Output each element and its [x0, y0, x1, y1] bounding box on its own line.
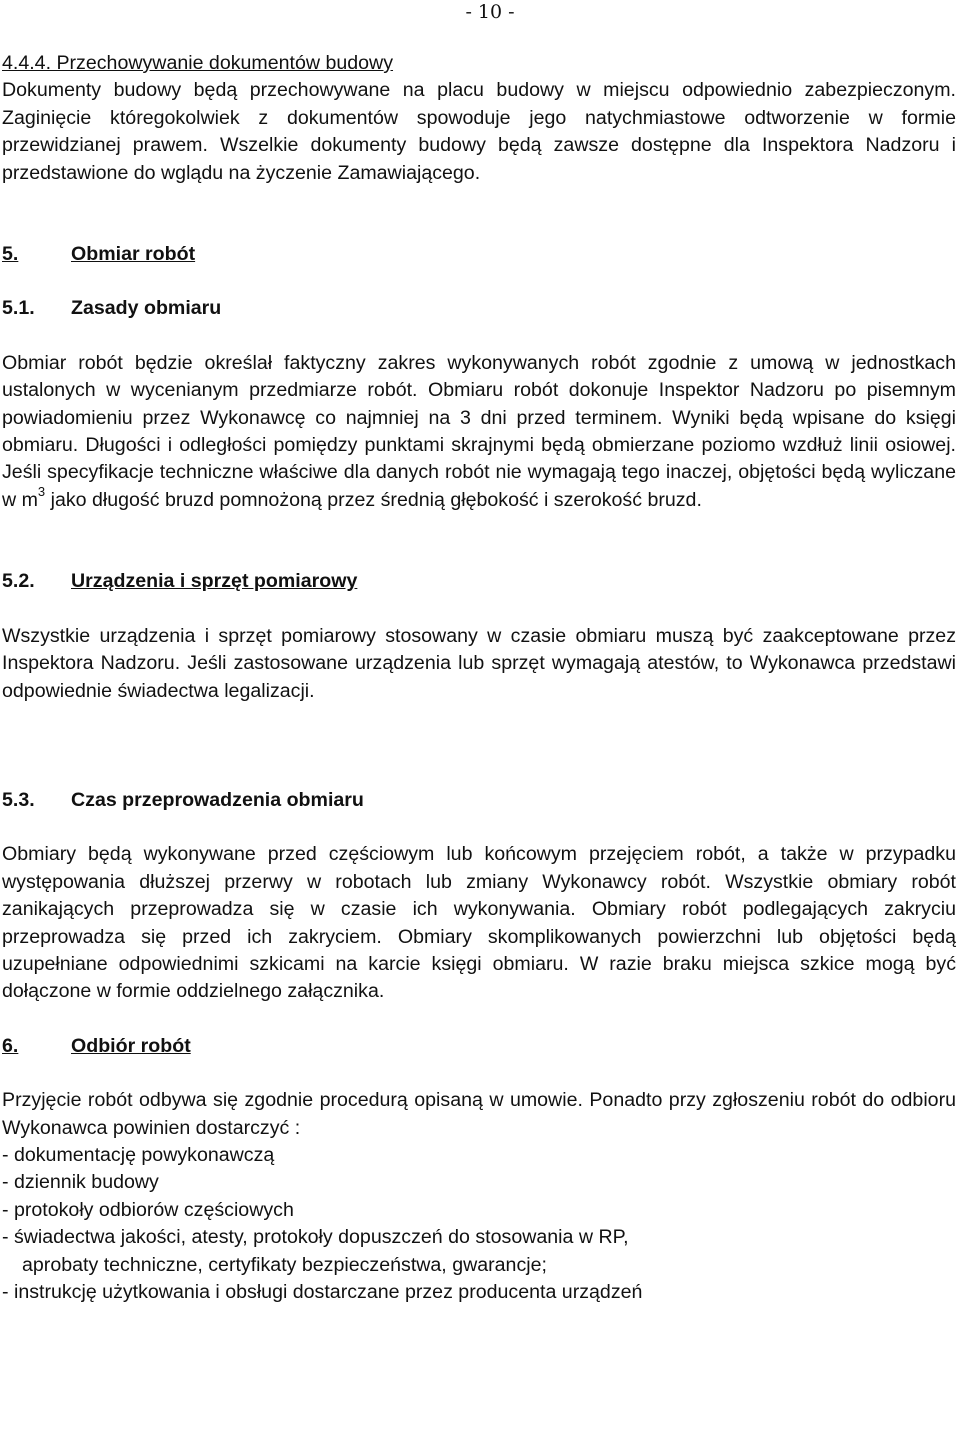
section-5-2-title: Urządzenia i sprzęt pomiarowy [71, 570, 358, 593]
section-6-heading [2, 1033, 956, 1060]
delivery-documents-list [2, 1142, 956, 1306]
cubic-superscript: 3 [37, 484, 46, 500]
section-6-number: 6. [2, 1034, 19, 1057]
list-item: - dziennik budowy [2, 1171, 159, 1194]
section-5-3-text: Obmiary będą wykonywane przed częściowym lub końcowym przejęciem robót, a także w przypadku występowania dłuższej przerwy w robotach lub zmiany Wykonawcy robót. Wszystkie obmiary robót zanikających przeprowadza się w czasie ich wykonywania. Obmiary robót podlegających zakryciu przeprowadza się przed ich zakryciem. Obmiary skomplikowanych powierzchni lub objętości będą uzupełniane odpowiednimi szkicami na karcie księgi obmiaru. W razie braku miejsca szkice mogą być dołączone w formie oddzielnego załącznika. [2, 843, 956, 1003]
section-5-title: Obmiar robót [71, 243, 196, 266]
section-5-1-title: Zasady obmiaru [71, 297, 222, 320]
section-5-3-title: Czas przeprowadzenia obmiaru [71, 788, 364, 811]
list-item: - dokumentację powykonawczą [2, 1143, 275, 1166]
section-5-1-text-b: jako długość bruzd pomnożoną przez średnią głębokość i szerokość bruzd. [45, 488, 702, 511]
section-5-3-heading [2, 787, 956, 814]
page-number: - 10 - [465, 1, 515, 23]
section-5-2-text: Wszystkie urządzenia i sprzęt pomiarowy stosowany w czasie obmiaru muszą być zaakceptowane przez Inspektora Nadzoru. Jeśli zastosowane urządzenia lub sprzęt wymagają atestów, to Wykonawca przedstawi odpowiednie świadectwa legalizacji. [2, 624, 956, 702]
list-item: - świadectwa jakości, atesty, protokoły dopuszczeń do stosowania w RP, [2, 1226, 629, 1249]
section-5-1-text [2, 350, 956, 514]
section-5-3-number: 5.3. [2, 788, 35, 811]
section-4-4-4-title: 4.4.4. Przechowywanie dokumentów budowy [2, 52, 394, 74]
section-5-1-number: 5.1. [2, 297, 35, 320]
list-item: - protokoły odbiorów częściowych [2, 1198, 294, 1221]
section-4-4-4-text: Dokumenty budowy będą przechowywane na placu budowy w miejscu odpowiednio zabezpieczonym. Zaginięcie któregokolwiek z dokumentów spowoduje jego natychmiastowe odtworzenie w formie przewidzianej prawem. Wszelkie dokumenty budowy będą zawsze dostępne dla Inspektora Nadzoru i przedstawione do wglądu na życzenie Zamawiającego. [2, 79, 956, 184]
section-6-title: Odbiór robót [71, 1034, 191, 1057]
section-5-2-heading [2, 568, 956, 595]
section-6-text: Przyjęcie robót odbywa się zgodnie procedurą opisaną w umowie. Ponadto przy zgłoszeniu robót do odbioru Wykonawca powinien dostarczyć : [2, 1089, 956, 1139]
document-body [2, 50, 956, 1306]
section-5-number: 5. [2, 243, 19, 266]
list-item: - instrukcję użytkowania i obsługi dostarczane przez producenta urządzeń [2, 1281, 643, 1303]
list-item: aprobaty techniczne, certyfikaty bezpieczeństwa, gwarancje; [22, 1253, 547, 1276]
section-5-1-text-a: Obmiar robót będzie określał faktyczny zakres wykonywanych robót zgodnie z umową w jednostkach ustalonych w wycenianym przedmiarze robót. Obmiaru robót dokonuje Inspektor Nadzoru po pisemnym powiadomieniu przez Wykonawcę co najmniej na 3 dni przed terminem. Wyniki będą wpisane do księgi obmiaru. Długości i odległości pomiędzy punktami skrajnymi będą obmierzane poziomo wzdłuż linii osiowej. Jeśli specyfikacje techniczne właściwe dla danych robót nie wymagają tego inaczej, objętości będą wyliczane w m [2, 351, 956, 511]
section-5-2-number: 5.2. [2, 570, 35, 593]
section-5-heading [2, 241, 956, 268]
section-5-1-heading [2, 295, 956, 322]
